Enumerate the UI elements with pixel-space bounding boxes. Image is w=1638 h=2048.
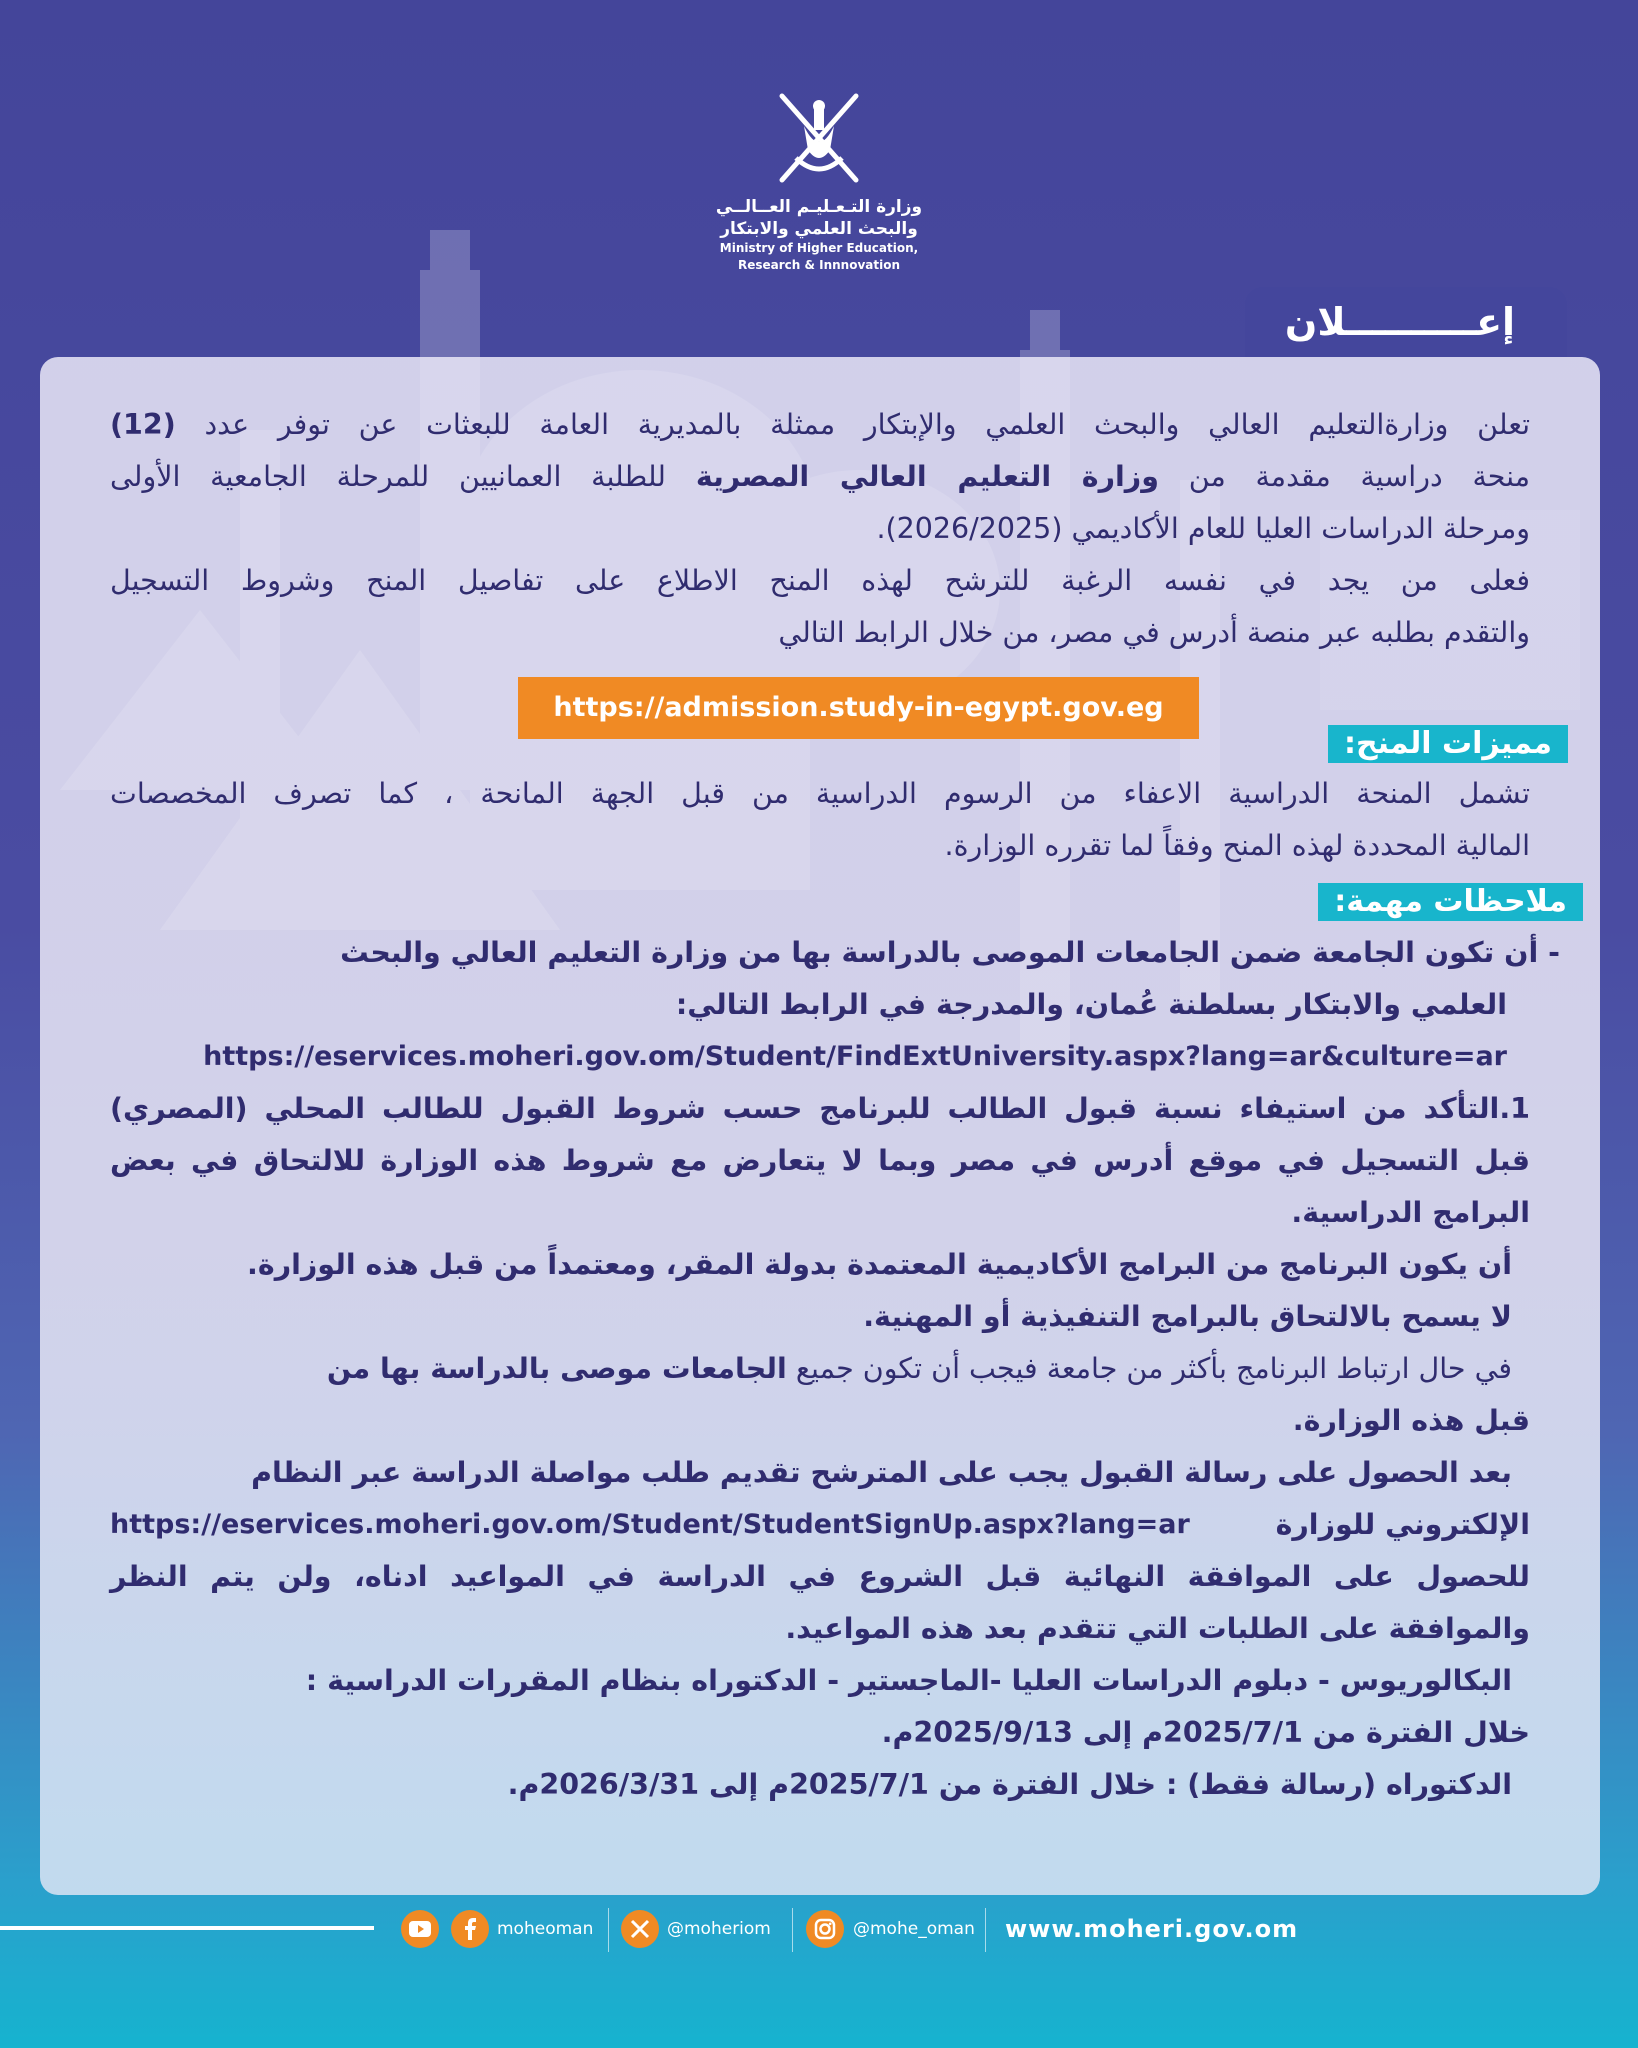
note-1-line-1: - أن تكون الجامعة ضمن الجامعات الموصى بالدراسة بها من وزارة التعليم العالي والبحث: [340, 936, 1560, 969]
intro-line-5: والتقدم بطلبه عبر منصة أدرس في مصر، من خلال الرابط التالي: [778, 616, 1530, 649]
note-5-line-2: قبل هذه الوزارة.: [1292, 1404, 1530, 1437]
intro-text: تعلن وزارةالتعليم العالي والبحث العلمي والإبتكار ممثلة بالمديرية العامة للبعثات عن توفر عدد: [204, 408, 1530, 441]
footer-separator: [792, 1908, 793, 1952]
logo-name-en-2: Research & Innnovation: [737, 258, 901, 272]
page-title: إعــــــــــلان: [1284, 300, 1516, 344]
note-7-line-1: البكالوريوس - دبلوم الدراسات العليا -الماجستير - الدكتوراه بنظام المقررات الدراسية :: [305, 1664, 1512, 1697]
intro-text: للطلبة العمانيين للمرحلة الجامعية الأولى: [110, 460, 666, 493]
features-line-1: تشمل المنحة الدراسية الاعفاء من الرسوم الدراسية من قبل الجهة المانحة ، كما تصرف المخصصات: [110, 777, 1530, 810]
content-card: [40, 357, 1600, 1895]
x-twitter-icon[interactable]: [621, 1910, 659, 1948]
website-link[interactable]: www.moheri.gov.om: [1005, 1915, 1299, 1943]
features-line-2: المالية المحددة لهذه المنح وفقاً لما تقرره الوزارة.: [944, 829, 1530, 862]
note-text: الإلكتروني للوزارة: [1275, 1508, 1530, 1541]
egyptian-ministry-name: وزارة التعليم العالي المصرية: [695, 460, 1159, 493]
note-6-line-2: [110, 1505, 1530, 1545]
note-6-line-4: والموافقة على الطلبات التي تتقدم بعد هذه المواعيد.: [785, 1612, 1530, 1645]
oman-emblem-icon: [764, 88, 874, 188]
note-4: لا يسمح بالالتحاق بالبرامج التنفيذية أو المهنية.: [863, 1300, 1512, 1333]
x-handle[interactable]: @moheriom: [667, 1919, 771, 1939]
note-2-line-2: قبل التسجيل في موقع أدرس في مصر وبما لا يتعارض مع شروط هذه الوزارة للالتحاق في بعض: [110, 1144, 1530, 1177]
scholarship-count: (12): [110, 408, 176, 441]
note-6-line-3: للحصول على الموافقة النهائية قبل الشروع في الدراسة في المواعيد ادناه، ولن يتم النظر: [110, 1560, 1530, 1593]
facebook-handle[interactable]: moheoman: [497, 1919, 594, 1939]
notes-label: ملاحظات مهمة:: [1318, 883, 1583, 921]
note-6-line-1: بعد الحصول على رسالة القبول يجب على المترشح تقديم طلب مواصلة الدراسة عبر النظام: [251, 1456, 1512, 1489]
instagram-icon[interactable]: [806, 1910, 844, 1948]
signup-url[interactable]: https://eservices.moheri.gov.om/Student/StudentSignUp.aspx?lang=ar: [110, 1509, 1190, 1540]
admission-link-button[interactable]: https://admission.study-in-egypt.gov.eg: [518, 677, 1199, 739]
note-7-line-2: خلال الفترة من 2025/7/1م إلى 2025/9/13م.: [881, 1716, 1530, 1749]
note-1-line-2: العلمي والابتكار بسلطنة عُمان، والمدرجة في الرابط التالي:: [675, 988, 1507, 1021]
ministry-logo: [669, 88, 969, 274]
logo-name-ar-2: والبحث العلمي والابتكار: [720, 219, 918, 239]
facebook-icon[interactable]: [451, 1910, 489, 1948]
youtube-icon[interactable]: [401, 1910, 439, 1948]
logo-name-ar-1: وزارة التـعـليـم العــالــي: [715, 197, 923, 217]
note-emphasis: الجامعات موصى بالدراسة بها من: [326, 1352, 787, 1385]
intro-line-2: [110, 457, 1530, 497]
note-1-url[interactable]: https://eservices.moheri.gov.om/Student/FindExtUniversity.aspx?lang=ar&culture=ar: [203, 1041, 1507, 1072]
intro-line-1: [110, 405, 1530, 445]
note-2-line-3: البرامج الدراسية.: [1291, 1196, 1530, 1229]
intro-text: منحة دراسية مقدمة من: [1188, 460, 1530, 493]
instagram-handle[interactable]: @mohe_oman: [853, 1919, 975, 1939]
note-text: في حال ارتباط البرنامج بأكثر من جامعة فيجب أن تكون جميع: [795, 1352, 1512, 1385]
footer-separator: [985, 1908, 986, 1952]
features-label: مميزات المنح:: [1328, 725, 1568, 763]
footer-divider: [0, 1926, 374, 1930]
note-8: الدكتوراه (رسالة فقط) : خلال الفترة من 2025/7/1م إلى 2026/3/31م.: [507, 1768, 1512, 1801]
footer-separator: [608, 1908, 609, 1952]
note-3: أن يكون البرنامج من البرامج الأكاديمية المعتمدة بدولة المقر، ومعتمداً من قبل هذه الوزارة.: [247, 1248, 1512, 1281]
logo-name-en-1: Ministry of Higher Education,: [719, 241, 919, 255]
note-5-line-1: [110, 1349, 1512, 1389]
note-2-line-1: 1.التأكد من استيفاء نسبة قبول الطالب للبرنامج حسب شروط القبول للطالب المحلي (المصري): [110, 1092, 1530, 1125]
intro-line-3: ومرحلة الدراسات العليا للعام الأكاديمي (2026/2025).: [876, 512, 1530, 545]
intro-line-4: فعلى من يجد في نفسه الرغبة للترشح لهذه المنح الاطلاع على تفاصيل المنح وشروط التسجيل: [110, 564, 1530, 597]
